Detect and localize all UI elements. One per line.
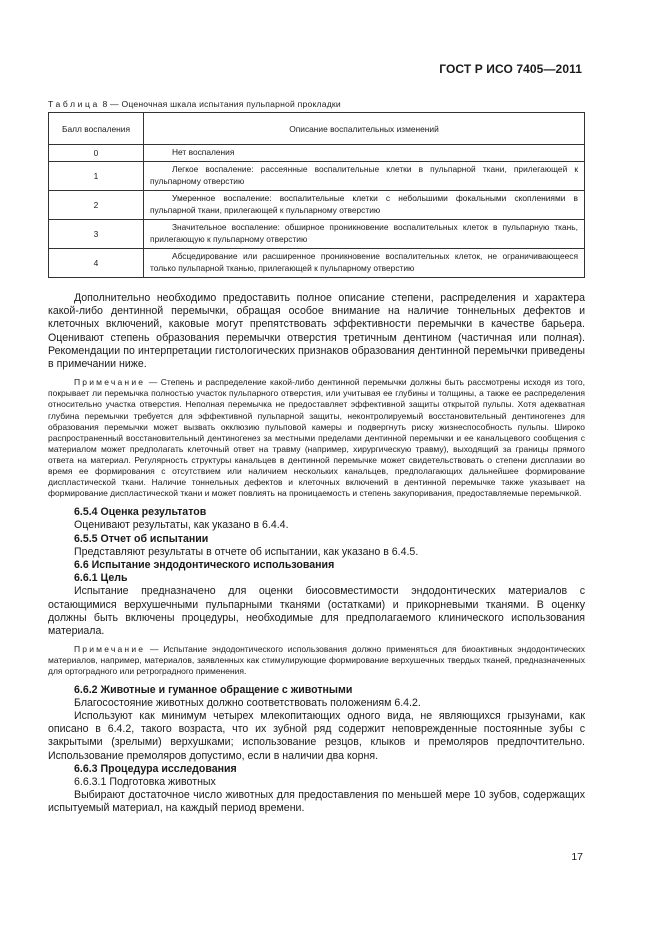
description-text: Значительное воспаление: обширное проникновение воспалительных клеток в пульпарную ткань, прилегающую к пульпарному отверстию: [150, 222, 578, 244]
note-bridge: [48, 377, 585, 499]
score-cell: 0: [49, 145, 144, 162]
description-text: Легкое воспаление: рассеянные воспалительные клетки в пульпарной ткани, прилегающей к пульпарному отверстию: [150, 164, 578, 186]
paragraph-bridge-description: Дополнительно необходимо предоставить полное описание степени, распределения и характера какой-либо дентинной перемычки, обращая особое внимание на наличие тоннельных дефектов и клеточных включений, каковые могут препятствовать эффективности перемычки в качестве барьера. Оценивают степень образования перемычки отверстия третичным дентином (частичная или полная). Рекомендации по интерпретации гистологических признаков образования дентинной перемычки приведены в примечании ниже.: [48, 292, 585, 371]
section-6-6-3-1-text: Выбирают достаточное число животных для предоставления по меньшей мере 10 зубов, содержащих испытуемый материал, на каждый период времени.: [48, 789, 585, 815]
table-caption-word: Таблица: [48, 99, 100, 109]
description-text: Нет воспаления: [172, 147, 235, 157]
description-text: Умеренное воспаление: воспалительные клетки с небольшими фокальными скоплениями в пульпарной ткани, прилегающей к пульпарному отверстию: [150, 193, 578, 215]
score-cell: 4: [49, 248, 144, 277]
description-cell: [144, 161, 585, 190]
section-6-6-3-1-heading: 6.6.3.1 Подготовка животных: [74, 775, 216, 788]
note-endodontic: [48, 644, 585, 677]
table-caption: [48, 99, 341, 109]
score-cell: 1: [49, 161, 144, 190]
table-row: [49, 190, 585, 219]
column-header-description: Описание воспалительных изменений: [144, 113, 585, 145]
page-number: 17: [571, 851, 583, 863]
section-6-5-5-text: Представляют результаты в отчете об испытании, как указано в 6.4.5.: [74, 545, 419, 558]
note-text: — Степень и распределение какой-либо дентинной перемычки должны быть рассмотрены исходя из того, покрывает ли перемычка полностью участок пульпарного отверстия, или учитывая ее глубины и толщины, а также ее распределения относительно участка отверстия. Неполная перемычка не предоставляет эффективной защиты открытой пульпы. Хотя адекватная глубина перемычки требуется для эффективной пульпарной защиты, неконтролируемый восстановительный дентиногенез для образования перемычки может вызвать окклюзию пульповой камеры и подвергнуть риску жизнеспособность пульпы. Широко распространенный восстановительный дентиногенез за местными пределами дентинной перемычки и ее канальцевого сообщения с материалом может предполагать клеточный ответ на травму (например, хирургическую травму), выходящий за границы прямого ответа на материал. Регулярность структуры канальцев в дентинной перемычке может свидетельствовать о степени дисплазии во время ее формирования с отсутствием или наличием нескольких канальцев, предполагающих дальнейшее формирование диспластической ткани. Наличие тоннельных дефектов и клеточных включений в дентинной перемычке также указывает на формирование диспластической ткани и может повлиять на проницаемость и степень закупоривания, предоставляемые перемычкой.: [48, 377, 585, 499]
description-cell: [144, 219, 585, 248]
note-text: — Испытание эндодонтического использования должно применяться для биоактивных эндодонтических материалов, например, материалов, заявленных как стимулирующие формирование верхушечных твердых тканей, предназначенных для ортоградного или ретроградного применения.: [48, 644, 585, 677]
section-6-6-3-heading: 6.6.3 Процедура исследования: [74, 762, 237, 775]
note-label: Примечание: [74, 644, 146, 655]
table-row: [49, 161, 585, 190]
column-header-score: Балл воспаления: [49, 113, 144, 145]
section-6-5-4-text: Оценивают результаты, как указано в 6.4.4.: [74, 519, 289, 532]
main-text-block: [48, 292, 585, 816]
score-cell: 2: [49, 190, 144, 219]
section-6-6-2-heading: 6.6.2 Животные и гуманное обращение с животными: [74, 683, 353, 696]
description-cell: [144, 248, 585, 277]
description-cell: [144, 190, 585, 219]
score-cell: 3: [49, 219, 144, 248]
table-row: [49, 145, 585, 162]
section-6-6-2-text-animals: Используют как минимум четырех млекопитающих одного вида, не являющихся грызунами, как описано в 6.4.2, такого возраста, что их зубной ряд содержит неповрежденные постоянные зубы с закрытыми (зрелыми) верхушками; использование резцов, клыков и премоляров предпочтительно. Использование премоляров допустимо, если в наличии два корня.: [48, 709, 585, 762]
description-text: Абсцедирование или расширенное проникновение воспалительных клеток, не ограничивающееся только пульпарной тканью, прилегающей к пульпарному отверстию: [150, 251, 578, 273]
section-6-6-2-text-welfare: Благосостояние животных должно соответствовать положениям 6.4.2.: [74, 696, 421, 709]
standard-header: ГОСТ Р ИСО 7405—2011: [439, 62, 582, 76]
section-6-6-1-text: Испытание предназначено для оценки биосовместимости эндодонтических материалов с остающимися верхушечными пульпарными тканями (остатками) и прикорневыми тканями. В оценку должны быть включены процедуры, необходимые для предполагаемого клинического использования материала.: [48, 585, 585, 638]
section-6-6-1-heading: 6.6.1 Цель: [74, 572, 128, 585]
table-row: [49, 219, 585, 248]
section-6-5-5-heading: 6.5.5 Отчет об испытании: [74, 532, 209, 545]
note-label: Примечание: [74, 377, 146, 388]
description-cell: [144, 145, 585, 162]
inflammation-scale-table: [48, 112, 585, 278]
section-6-5-4-heading: 6.5.4 Оценка результатов: [74, 506, 207, 519]
table-row: [49, 248, 585, 277]
section-6-6-heading: 6.6 Испытание эндодонтического использования: [74, 559, 335, 572]
table-caption-text: 8 — Оценочная шкала испытания пульпарной прокладки: [99, 99, 341, 109]
